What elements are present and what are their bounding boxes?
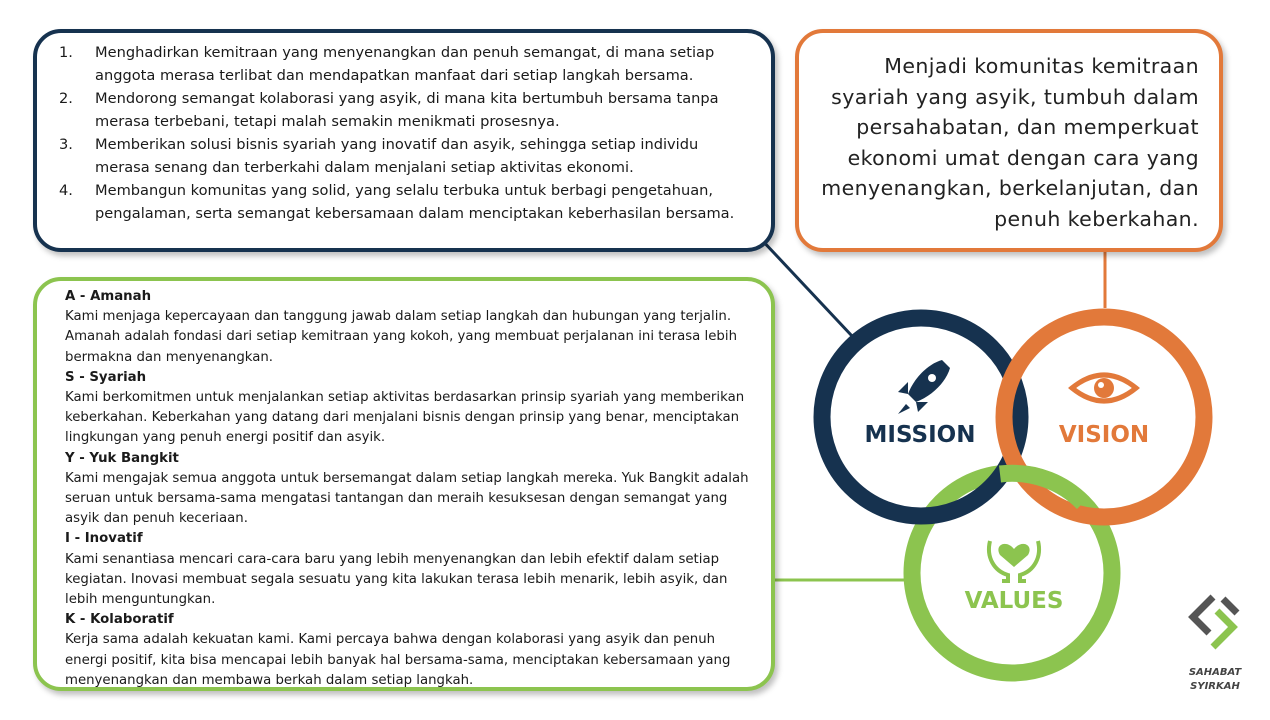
value-description: Kami menjaga kepercayaan dan tanggung jawab dalam setiap langkah dan hubungan yang terjalin. Amanah adalah fondasi dari setiap kemitraan yang kokoh, yang membuat perjalanan ini terasa lebih bermakna dan menyenangkan. <box>65 309 737 365</box>
eye-icon <box>1072 375 1136 401</box>
mission-list <box>59 41 753 225</box>
mission-box <box>33 29 775 252</box>
values-label: VALUES <box>964 588 1064 614</box>
value-item-yuk-bangkit <box>65 449 753 530</box>
list-item-text: Menghadirkan kemitraan yang menyenangkan dan penuh semangat, di mana setiap anggota merasa terlibat dan mendapatkan manfaat dari setiap langkah bersama. <box>95 44 715 84</box>
hands-heart-icon <box>989 541 1039 581</box>
rocket-icon <box>898 360 950 414</box>
list-item-number: 3. <box>59 136 73 153</box>
list-item-text: Membangun komunitas yang solid, yang selalu terbuka untuk berbagi pengetahuan, pengalaman, serta semangat kebersamaan dalam menciptakan keberhasilan bersama. <box>95 182 735 222</box>
list-item <box>59 87 753 133</box>
values-box <box>33 277 775 691</box>
value-item-syariah <box>65 368 753 449</box>
sahabat-syirkah-logo <box>1189 597 1242 692</box>
mission-label: MISSION <box>864 422 976 448</box>
list-item <box>59 133 753 179</box>
list-item <box>59 41 753 87</box>
value-title: Y - Yuk Bangkit <box>65 450 179 466</box>
logo-mark-icon <box>1193 597 1237 647</box>
value-description: Kerja sama adalah kekuatan kami. Kami percaya bahwa dengan kolaborasi yang asyik dan penuh energi positif, kita bisa mencapai lebih banyak hal bersama-sama, menciptakan kebersamaan yang menyenangkan dan membawa berkah dalam setiap langkah. <box>65 632 731 688</box>
value-item-kolaboratif <box>65 610 753 691</box>
logo-line-2: SYIRKAH <box>1190 681 1240 692</box>
value-description: Kami mengajak semua anggota untuk bersemangat dalam setiap langkah mereka. Yuk Bangkit adalah seruan untuk bersama-sama mengatasi tantangan dan meraih kesuksesan dengan semangat yang asyik dan penuh keceriaan. <box>65 470 749 527</box>
vision-circle <box>1004 317 1204 517</box>
list-item <box>59 179 753 225</box>
list-item-text: Mendorong semangat kolaborasi yang asyik, di mana kita bertumbuh bersama tanpa merasa terbebani, tetapi malah semakin menikmati prosesnya. <box>95 90 719 130</box>
logo-line-1: SAHABAT <box>1188 667 1242 678</box>
value-description: Kami senantiasa mencari cara-cara baru yang lebih menyenangkan dan lebih efektif dalam setiap kegiatan. Inovasi membuat segala sesuatu yang kita lakukan terasa lebih menarik, lebih asyik, dan lebih menguntungkan. <box>65 551 728 608</box>
list-item-number: 4. <box>59 182 73 199</box>
value-title: K - Kolaboratif <box>65 612 174 628</box>
value-item-amanah <box>65 287 753 368</box>
mission-circle <box>822 318 1020 516</box>
value-item-inovatif <box>65 529 753 610</box>
vision-text: Menjadi komunitas kemitraan syariah yang asyik, tumbuh dalam persahabatan, dan memperkuat ekonomi umat dengan cara yang menyenangkan, berkelanjutan, dan penuh keberkahan. <box>821 54 1199 231</box>
value-title: A - Amanah <box>65 289 152 304</box>
value-title: S - Syariah <box>65 369 147 385</box>
value-description: Kami berkomitmen untuk menjalankan setiap aktivitas berdasarkan prinsip syariah yang memberikan keberkahan. Keberkahan yang datang dari menjalani bisnis dengan prinsip yang benar, menciptakan lingkungan yang penuh energi positif dan asyik. <box>65 390 745 446</box>
vision-box <box>795 29 1223 252</box>
list-item-number: 1. <box>59 44 73 61</box>
list-item-number: 2. <box>59 90 73 107</box>
value-title: I - Inovatif <box>65 531 143 547</box>
list-item-text: Memberikan solusi bisnis syariah yang inovatif dan asyik, sehingga setiap individu merasa senang dan terberkahi dalam menjalani setiap aktivitas ekonomi. <box>95 136 699 176</box>
vision-label: VISION <box>1058 422 1150 448</box>
